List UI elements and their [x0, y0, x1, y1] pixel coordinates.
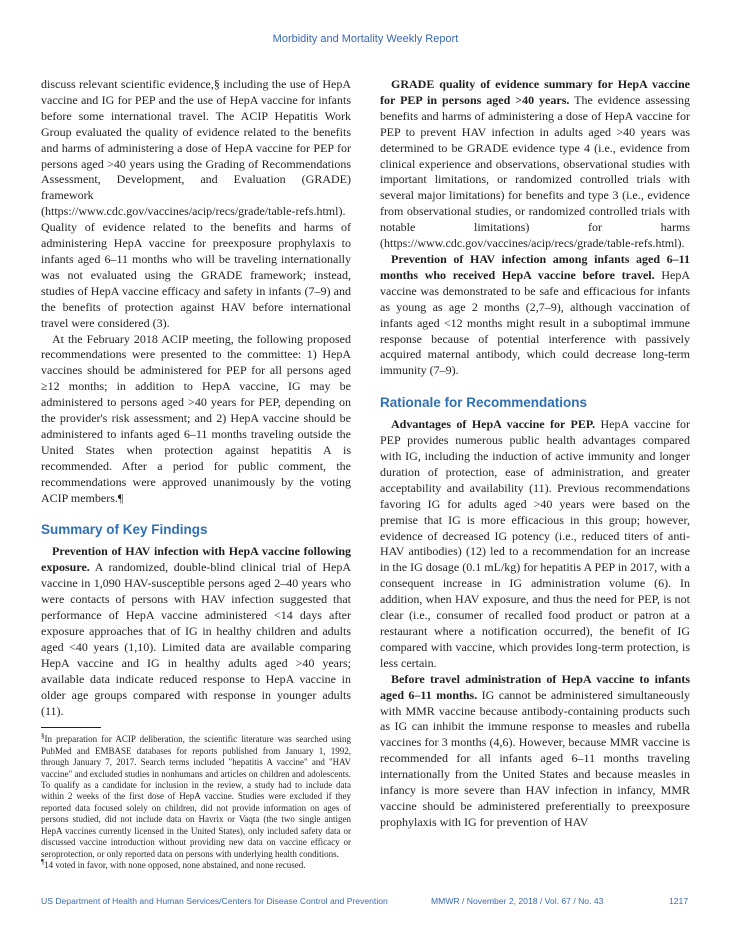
footer-issue-info: MMWR / November 2, 2018 / Vol. 67 / No. 43	[431, 896, 604, 906]
body-paragraph	[380, 672, 690, 831]
paragraph-lead-heading: Advantages of HepA vaccine for PEP.	[391, 417, 596, 432]
paragraph-text: HepA vaccine for PEP provides numerous public health advantages compared with IG, including the induction of active immunity and longer duration of protection, ease of administration, and greater acceptability and availability (11). Previous recommendations favoring IG for adults aged >40 years were based on the premise that IG is more efficacious in this group; however, evidence of decreased IG potency (i.e., reduced titers of anti-HAV antibodies) (12) led to a recommendation for an increase in the IG dosage (0.1 mL/kg) for hepatitis A PEP in 2017, with a consequent increase in IG administration volume (6). In addition, when HAV exposure, and thus the need for PEP, is not clear (i.e., consumer of recalled food product or patron at a restaurant where a notification occurred), the benefit of IG compared with vaccine, which provides long-term protection, is less certain.	[380, 417, 690, 670]
footnote-text: 14 voted in favor, with none opposed, none abstained, and none recused.	[44, 859, 306, 870]
paragraph-lead-heading: Prevention of HAV infection among infants aged 6–11 months who received HepA vaccine before travel.	[380, 251, 690, 282]
body-paragraph	[380, 252, 690, 379]
section-heading-key-findings: Summary of Key Findings	[41, 522, 208, 538]
journal-header: Morbidity and Mortality Weekly Report	[272, 33, 459, 45]
paragraph-text: HepA vaccine was demonstrated to be safe and efficacious for infants as young as age 2 months (2,7–9), although vaccination of infants aged <12 months might result in a suboptimal immune response because of potential interference with passively acquired maternal antibody, which could decrease long-term immunity (7–9).	[380, 267, 690, 378]
body-paragraph	[380, 417, 690, 672]
right-column	[380, 77, 690, 831]
paragraph-lead-heading: Prevention of HAV infection with HepA vaccine following exposure.	[41, 544, 351, 575]
body-paragraph: At the February 2018 ACIP meeting, the following proposed recommendations were presented to the committee: 1) HepA vaccines should be administered for PEP for all persons aged ≥12 months; in addition to HepA vaccine, IG may be administered to persons aged >40 years for PEP, depending on the provider's risk assessment; and 2) HepA vaccine should be administered to infants aged 6–11 months traveling outside the United States when protection against hepatitis A is recommended. After a period for public comment, the recommendations were approved unanimously by the voting ACIP members.¶	[41, 331, 351, 505]
footnote-mark: ¶	[41, 857, 45, 866]
paragraph-text: A randomized, double-blind clinical trial of HepA vaccine in 1,090 HAV-susceptible persons aged 2–40 years who were contacts of persons with HAV infection suggested that performance of HepA vaccine administered <14 days after exposure approaches that of IG in healthy children and adults aged <40 years (1,10). Limited data are available comparing HepA vaccine and IG in healthy adults aged >40 years; available data indicate reduced response to HepA vaccine in older age groups compared with response in younger adults (11).	[41, 560, 351, 718]
paragraph-text: IG cannot be administered simultaneously with MMR vaccine because antibody-containing products such as IG can inhibit the immune response to measles and rubella vaccines for 3 months (4,6). However, because MMR vaccine is recommended for all infants aged 6–11 months traveling internationally from the United States and because measles in infancy is more severe than HAV infection in infancy, MMR vaccine should be administered preferentially to preexposure prophylaxis with IG for prevention of HAV	[380, 687, 690, 829]
body-paragraph: discuss relevant scientific evidence,§ including the use of HepA vaccine and IG for PEP and the use of HepA vaccine for infants before some international travel. The ACIP Hepatitis Work Group evaluated the quality of evidence related to the benefits and harms of administering a dose of HepA vaccine for PEP for persons aged >40 years using the Grading of Recommendations Assessment, Development, and Evaluation (GRADE) framework (https://www.cdc.gov/vaccines/acip/recs/grade/table-refs.html). Quality of evidence related to the benefits and harms of administering HepA vaccine for preexposure prophylaxis to infants aged 6–11 months who will be traveling internationally was not evaluated using the GRADE framework; instead, studies of HepA vaccine efficacy and safety in infants (7–9) and the benefits of protection against HAV before international travel were considered (3).	[41, 77, 351, 330]
footnote	[41, 734, 351, 859]
footnote	[41, 857, 351, 871]
body-paragraph	[380, 77, 690, 252]
footnote-divider	[41, 727, 101, 728]
paragraph-text: The evidence assessing benefits and harms of administering a dose of HepA vaccine for PEP to prevent HAV infection in adults aged >40 years was determined to be GRADE evidence type 4 (i.e., evidence from clinical experience and observations, observational studies with important limitations, or randomized controlled trials with several major limitations) for benefits and type 3 (i.e., evidence from observational studies, or randomized controlled trials with notable limitations) for harms (https://www.cdc.gov/vaccines/acip/recs/grade/table-refs.html).	[380, 92, 690, 251]
footer-page-number: 1217	[669, 896, 689, 906]
footnote-mark: §	[41, 732, 45, 741]
footer-agency: US Department of Health and Human Services/Centers for Disease Control and Prevention	[41, 896, 388, 906]
body-paragraph	[41, 544, 351, 719]
left-column	[41, 77, 351, 871]
footnote-text: In preparation for ACIP deliberation, the scientific literature was searched using PubMed and EMBASE databases for reports published from January 1, 1992, through January 7, 2017. Search terms included "hepatitis A vaccine" and "HAV vaccine" and excluded studies in nonhumans and articles on children and adolescents. To qualify as a candidate for inclusion in the review, a study had to include data within 2 weeks of the first dose of HepA vaccine. Studies were excluded if they reported data focused solely on children, did not provide information on ages of persons studied, did not include data on Havrix or Vaqta (the two single antigen HepA vaccines currently licensed in the United States), only included safety data or discussed vaccine introduction without providing new data on vaccine efficacy or seroprotection, or only reported data on persons with underlying health conditions.	[41, 734, 351, 859]
section-heading-rationale: Rationale for Recommendations	[380, 395, 588, 411]
paragraph-lead-heading: GRADE quality of evidence summary for HepA vaccine for PEP in persons aged >40 years.	[380, 77, 690, 107]
paragraph-lead-heading: Before travel administration of HepA vaccine to infants aged 6–11 months.	[380, 671, 690, 702]
